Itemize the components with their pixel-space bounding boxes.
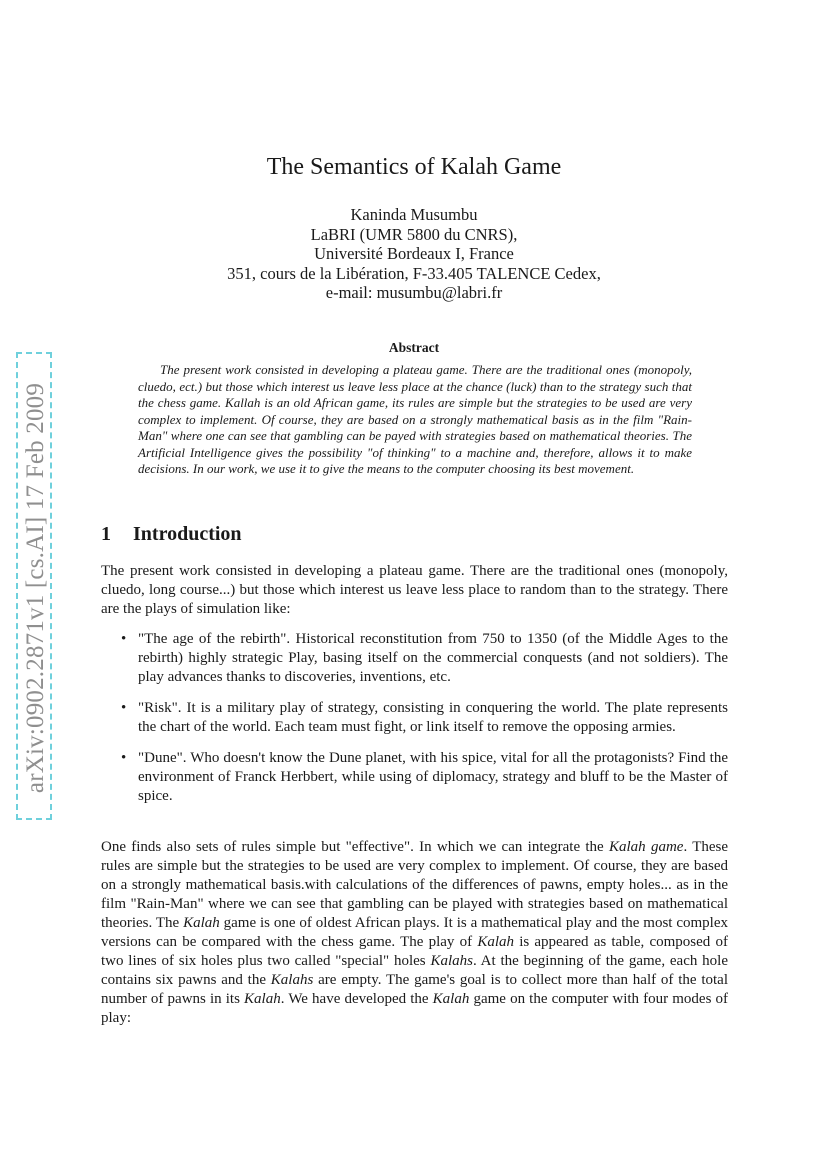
kalah-term: Kalah [477, 934, 514, 950]
author-name: Kaninda Musumbu [350, 205, 478, 224]
list-item: • "Dune". Who doesn't know the Dune planet, with his spice, vital for all the protagonists? Find the environment of Franck Herbbert, while using of diplomacy, strategy and bluff to be the Master of spice. [121, 750, 728, 804]
list-item: • "The age of the rebirth". Historical reconstitution from 750 to 1350 (of the Middle Ages to the rebirth) highly strategic Play, basing itself on the commercial conquests (and not soldiers). The play advances thanks to discoveries, inventions, etc. [121, 631, 728, 685]
bullet-icon: • [121, 750, 127, 766]
kalah-term: Kalah [183, 915, 220, 931]
list-item: • "Risk". It is a military play of strategy, consisting in conquering the world. The plate represents the chart of the world. Each team must fight, or link itself to remove the opposing armies. [121, 700, 728, 735]
address-line: 351, cours de la Libération, F-33.405 TALENCE Cedex, [227, 263, 601, 283]
paper-title: The Semantics of Kalah Game [266, 154, 562, 180]
affiliation-line: LaBRI (UMR 5800 du CNRS), [310, 224, 518, 244]
simulation-games-list [101, 630, 728, 818]
kalahs-term: Kalahs [430, 953, 473, 969]
affiliation-line: Université Bordeaux I, France [314, 244, 514, 263]
arxiv-sidebar [16, 352, 52, 820]
kalahs-term: Kalahs [270, 972, 314, 988]
bullet-icon: • [121, 700, 127, 716]
arxiv-identifier: arXiv:0902.2871v1 [cs.AI] 17 Feb 2009 [22, 382, 49, 794]
bullet-icon: • [121, 631, 127, 647]
email-line: e-mail: musumbu@labri.fr [325, 283, 503, 302]
abstract-text: The present work consisted in developing a plateau game. There are the traditional ones (monopoly, cluedo, ect.) but those which interest us leave less place at the chance (luck) than to the strategy such that the chess game. Kallah is an old African game, its rules are simple but the strategies to be used are very complex to implement. Of course, they are based on a strongly mathematical basis as in the film "Rain-Man" where one can see that gambling can be payed with strategies based on mathematical theories. The Artificial Intelligence gives the possibility "of thinking" to a machine and, therefore, allows it to make decisions. In our work, we use it to give the means to the computer choosing its best movement. [138, 362, 692, 476]
body-paragraph: One finds also sets of rules simple but "effective". In which we can integrate the Kalah game. These rules are simple but the strategies to be used are very complex to implement. Of course, they are based on a strongly mathematical basis.with calculations of the differences of pawns, empty holes... as in the film "Rain-Man" where we can see that gambling can be played with strategies based on mathematical theories. The Kalah game is one of oldest African plays. It is a mathematical play and the most complex versions can be compared with the chess game. The play of Kalah is appeared as table, composed of two lines of six holes plus two called "special" holes Kalahs. At the beginning of the game, each hole contains six pawns and the Kalahs are empty. The game's goal is to collect more than half of the total number of pawns in its Kalah. We have developed the Kalah game on the computer with four modes of play: [101, 839, 729, 1026]
section-number: 1 [101, 523, 111, 545]
kalah-term: Kalah [244, 991, 281, 1007]
author-block [0, 205, 828, 303]
abstract-heading: Abstract [388, 340, 440, 355]
section-heading [101, 523, 242, 546]
section-title: Introduction [133, 523, 242, 545]
kalah-term: Kalah game [609, 839, 684, 855]
kalah-term: Kalah [432, 991, 470, 1007]
intro-paragraph: The present work consisted in developing a plateau game. There are the traditional ones (monopoly, cluedo, long course...) but those which interest us leave less place to random than to the strategy. There are the plays of simulation like: [101, 563, 728, 617]
